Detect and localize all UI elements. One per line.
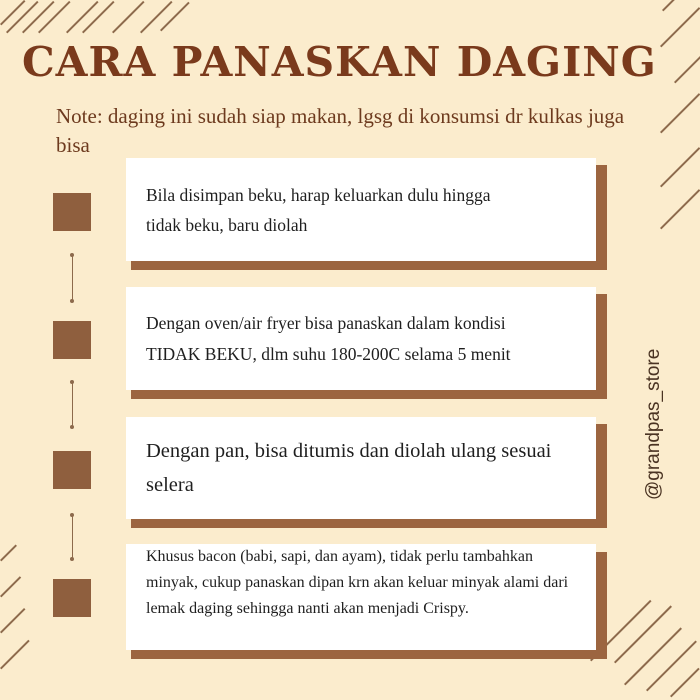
step-marker-2 (53, 321, 91, 359)
step-connector (72, 515, 73, 559)
connector-dot (70, 299, 74, 303)
step-connector (72, 255, 73, 301)
decor-stripe (660, 147, 700, 187)
decor-stripe (660, 189, 700, 229)
step-text: Khusus bacon (babi, sapi, dan ayam), tidak perlu tambahkan minyak, cukup panaskan dipan krn akan keluar minyak alami dari lemak daging sehingga nanti akan menjadi Crispy. (146, 548, 569, 617)
decor-stripe (22, 1, 55, 34)
decor-stripe (660, 93, 700, 133)
decor-stripe (82, 1, 115, 34)
decor-stripe (0, 640, 30, 670)
decor-stripe (66, 1, 99, 34)
decor-stripe (6, 1, 39, 34)
decor-stripe (0, 576, 21, 597)
step-card-1 (126, 158, 596, 261)
step-connector (72, 382, 73, 427)
decor-stripe (0, 544, 17, 561)
decor-stripe (662, 0, 700, 11)
decor-stripe (140, 1, 173, 34)
step-text: Dengan pan, bisa ditumis dan diolah ulang sesuai selera (146, 440, 552, 496)
decor-stripe (0, 0, 25, 25)
decor-stripe (674, 55, 700, 83)
step-card-3 (126, 417, 596, 519)
decor-stripe (0, 608, 25, 633)
step-marker-4 (53, 579, 91, 617)
note-text: Note: daging ini sudah siap makan, lgsg di konsumsi dr kulkas juga bisa (56, 104, 625, 157)
step-marker-1 (53, 193, 91, 231)
decor-stripe (38, 1, 71, 34)
decor-stripe (670, 668, 700, 698)
connector-dot (70, 425, 74, 429)
page-title: CARA PANASKAN DAGING (22, 38, 657, 86)
decor-stripe (646, 641, 697, 692)
step-text: Bila disimpan beku, harap keluarkan dulu hingga tidak beku, baru diolah (146, 184, 491, 235)
step-card-4 (126, 544, 596, 650)
decor-stripe (624, 627, 682, 685)
step-text: Dengan oven/air fryer bisa panaskan dalam kondisi TIDAK BEKU, dlm suhu 180-200C selama 5 menit (146, 312, 511, 364)
step-marker-3 (53, 451, 91, 489)
decor-stripe (660, 7, 700, 47)
step-card-2 (126, 287, 596, 390)
social-handle-text: @grandpas_store (643, 348, 664, 500)
connector-dot (70, 557, 74, 561)
decor-stripe (614, 605, 672, 663)
decor-stripe (112, 1, 145, 34)
